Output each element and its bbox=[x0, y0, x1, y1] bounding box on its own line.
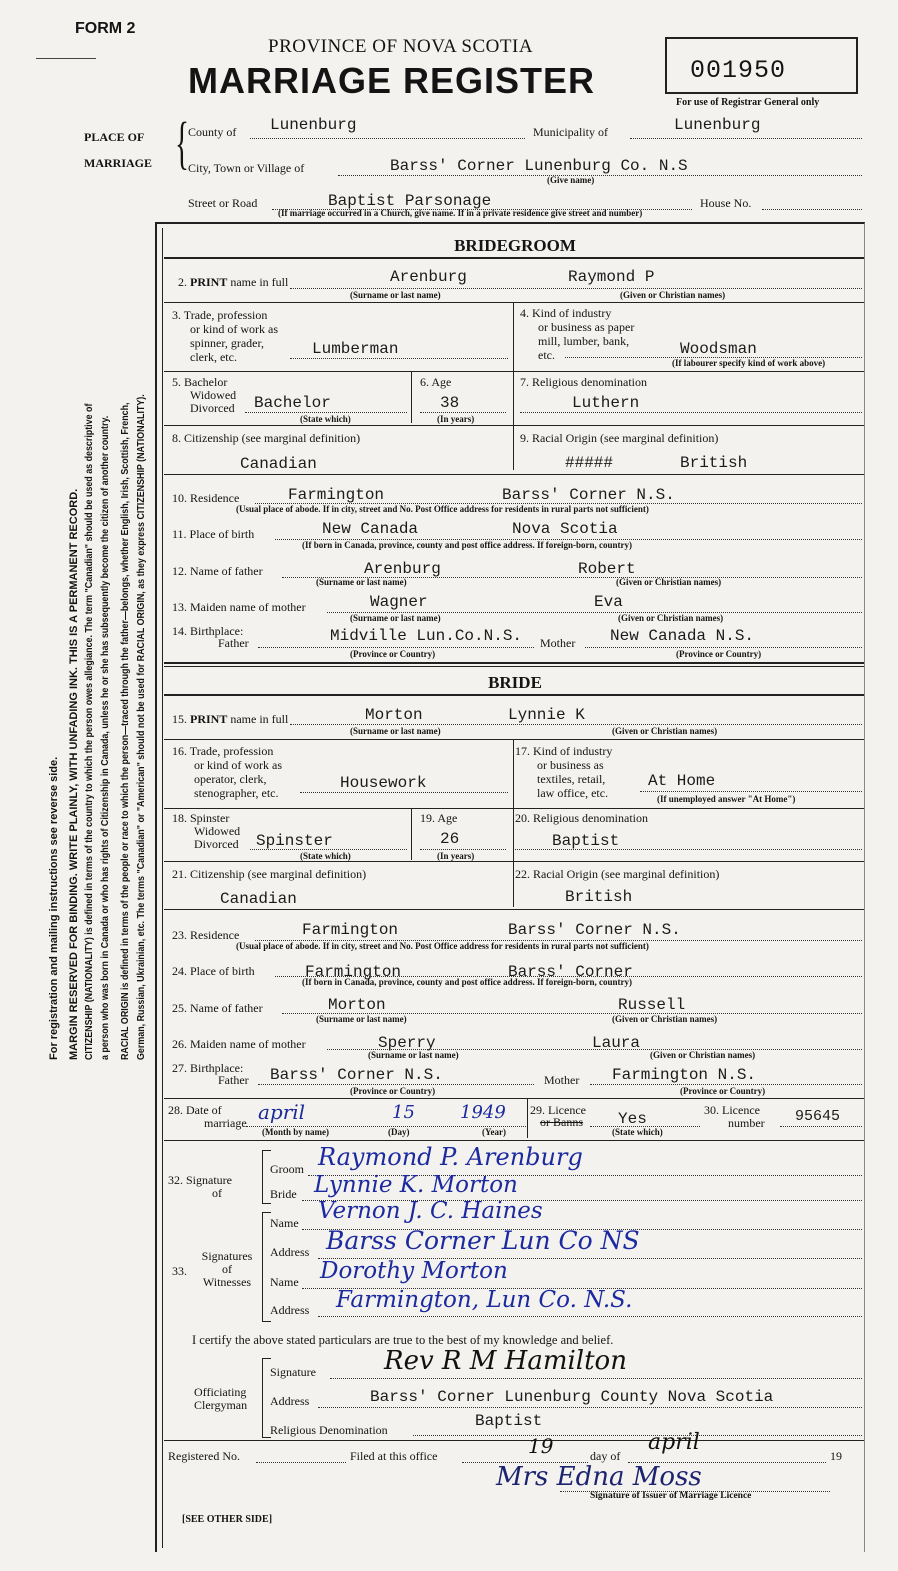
groom-birth-caption: (If born in Canada, province, county and post office address. If foreign-born, country) bbox=[302, 540, 633, 550]
q3-label: 3. Trade, profession or kind of work as spinner, grader, clerk, etc. bbox=[172, 308, 278, 364]
q32-label: 32. Signature of bbox=[168, 1173, 232, 1200]
groom-father-birthplace: Midville Lun.Co.N.S. bbox=[330, 627, 523, 645]
bride-surname: Morton bbox=[365, 706, 423, 724]
clergy-signature-label: Signature bbox=[270, 1365, 316, 1379]
q4-label: 4. Kind of industry or business as paper mill, lumber, bank, etc. bbox=[520, 306, 635, 362]
q8-label: 8. Citizenship (see marginal definition) bbox=[172, 431, 361, 445]
sidebar-instructions bbox=[48, 260, 168, 1060]
groom-mother-surname: Wagner bbox=[370, 593, 428, 611]
witness1-address: Barss Corner Lun Co NS bbox=[326, 1226, 640, 1255]
q33-number: 33. bbox=[172, 1264, 187, 1278]
bride-residence-2: Barss' Corner N.S. bbox=[508, 921, 681, 939]
county-value: Lunenburg bbox=[270, 116, 357, 134]
bride-signature: Lynnie K. Morton bbox=[314, 1172, 518, 1198]
clergy-address: Barss' Corner Lunenburg County Nova Scotia bbox=[370, 1388, 774, 1406]
filed-month: april bbox=[648, 1430, 700, 1455]
groom-birth-1: New Canada bbox=[322, 520, 419, 538]
bride-signature-label: Bride bbox=[270, 1187, 297, 1201]
groom-mother-given-caption: (Given or Christian names) bbox=[618, 613, 724, 623]
groom-residence-1: Farmington bbox=[288, 486, 385, 504]
q15-label: 15. PRINT name in full bbox=[172, 712, 289, 726]
year-prefix: 19 bbox=[830, 1449, 842, 1463]
marriage-day: 15 bbox=[392, 1102, 415, 1123]
bride-birth-caption: (If born in Canada, province, county and post office address. If foreign-born, country) bbox=[302, 977, 633, 987]
bride-age: 26 bbox=[440, 830, 460, 848]
q20-label: 20. Religious denomination bbox=[515, 811, 648, 825]
clergyman-label: Officiating Clergyman bbox=[194, 1385, 248, 1412]
groom-racial: British bbox=[680, 454, 748, 472]
bride-status: Spinster bbox=[256, 832, 333, 850]
bride-residence-caption: (Usual place of abode. If in city, street and No. Post Office address for residents in rural parts not sufficient) bbox=[236, 941, 649, 951]
issuer-signature: Mrs Edna Moss bbox=[496, 1462, 702, 1492]
sidebar-line-3: CITIZENSHIP (NATIONALITY) is defined in terms of the country to which the person owes allegiance. The term "Canadian" should be used as descriptive of bbox=[84, 403, 95, 1060]
city-label: City, Town or Village of bbox=[188, 161, 305, 175]
licence-caption: (State which) bbox=[612, 1127, 663, 1137]
q14-father-label: Father bbox=[218, 636, 249, 650]
witness2-address: Farmington, Lun Co. N.S. bbox=[336, 1287, 633, 1313]
county-label: County of bbox=[188, 125, 237, 139]
groom-mother-given: Eva bbox=[594, 593, 623, 611]
groom-father-surname: Arenburg bbox=[364, 560, 441, 578]
witness2-address-label: Address bbox=[270, 1303, 310, 1317]
groom-given-caption: (Given or Christian names) bbox=[620, 290, 726, 300]
bride-residence-1: Farmington bbox=[302, 921, 399, 939]
q9-label: 9. Racial Origin (see marginal definition) bbox=[520, 431, 719, 445]
street-value: Baptist Parsonage bbox=[328, 192, 492, 210]
city-caption: (Give name) bbox=[547, 175, 595, 185]
witness1-address-label: Address bbox=[270, 1245, 310, 1259]
q6-label: 6. Age bbox=[420, 375, 452, 389]
q11-label: 11. Place of birth bbox=[172, 527, 255, 541]
groom-religion: Luthern bbox=[572, 394, 640, 412]
street-caption: (If marriage occurred in a Church, give name. If in a private residence give street and number) bbox=[278, 208, 643, 218]
province-heading: PROVINCE OF NOVA SCOTIA bbox=[268, 36, 534, 57]
house-number-label: House No. bbox=[700, 196, 752, 210]
bride-mother-given-caption: (Given or Christian names) bbox=[650, 1050, 756, 1060]
bride-given: Lynnie K bbox=[508, 706, 585, 724]
groom-mother-birthplace: New Canada N.S. bbox=[610, 627, 755, 645]
groom-racial-struck: ##### bbox=[565, 454, 614, 472]
groom-residence-caption: (Usual place of abode. If in city, street and No. Post Office address for residents in rural parts not sufficient) bbox=[236, 504, 649, 514]
q5-label: 5. Bachelor Widowed Divorced bbox=[172, 375, 237, 415]
groom-status: Bachelor bbox=[254, 394, 331, 412]
bride-mother-surname-caption: (Surname or last name) bbox=[368, 1050, 459, 1060]
municipality-label: Municipality of bbox=[533, 125, 608, 139]
q14-mother-label: Mother bbox=[540, 636, 576, 650]
groom-age-caption: (In years) bbox=[437, 414, 475, 424]
q26-label: 26. Maiden name of mother bbox=[172, 1037, 306, 1051]
page-title: MARRIAGE REGISTER bbox=[188, 60, 596, 101]
clergy-signature: Rev R M Hamilton bbox=[384, 1346, 627, 1376]
bride-mother-surname: Sperry bbox=[378, 1034, 436, 1052]
bride-father-given-caption: (Given or Christian names) bbox=[612, 1014, 718, 1024]
groom-father-given-caption: (Given or Christian names) bbox=[616, 577, 722, 587]
q22-label: 22. Racial Origin (see marginal definition) bbox=[515, 867, 720, 881]
witness1-name: Vernon J. C. Haines bbox=[318, 1198, 543, 1224]
q2-label: 2. PRINT name in full bbox=[178, 275, 289, 289]
marriage-month: april bbox=[258, 1100, 306, 1124]
groom-surname: Arenburg bbox=[390, 268, 467, 286]
bride-birth-2: Barss' Corner bbox=[508, 963, 633, 981]
groom-signature-label: Groom bbox=[270, 1162, 304, 1176]
bride-citizenship: Canadian bbox=[220, 890, 297, 908]
q33-label: Signatures of Witnesses bbox=[201, 1249, 253, 1289]
q27-father-label: Father bbox=[218, 1073, 249, 1087]
q16-label: 16. Trade, profession or kind of work as operator, clerk, stenographer, etc. bbox=[172, 744, 282, 800]
q23-label: 23. Residence bbox=[172, 928, 240, 942]
day-of-label: day of bbox=[590, 1449, 621, 1463]
bride-racial: British bbox=[565, 888, 633, 906]
groom-trade: Lumberman bbox=[312, 340, 399, 358]
witness2-name: Dorothy Morton bbox=[320, 1258, 508, 1284]
groom-age: 38 bbox=[440, 394, 460, 412]
q27-label: 27. Birthplace: bbox=[172, 1061, 244, 1075]
bride-industry-caption: (If unemployed answer "At Home") bbox=[657, 794, 796, 804]
groom-given: Raymond P bbox=[568, 268, 655, 286]
q17-label: 17. Kind of industry or business as textiles, retail, law office, etc. bbox=[515, 744, 613, 800]
street-label: Street or Road bbox=[188, 196, 258, 210]
sidebar-line-1: For registration and mailing instructions see reverse side. bbox=[48, 756, 60, 1060]
year-caption: (Year) bbox=[482, 1127, 506, 1137]
bride-age-caption: (In years) bbox=[437, 851, 475, 861]
bride-birth-1: Farmington bbox=[305, 963, 402, 981]
q10-label: 10. Residence bbox=[172, 491, 240, 505]
bride-industry: At Home bbox=[648, 772, 716, 790]
bride-given-caption: (Given or Christian names) bbox=[612, 726, 718, 736]
bride-status-caption: (State which) bbox=[300, 851, 351, 861]
groom-industry-caption: (If labourer specify kind of work above) bbox=[672, 358, 826, 368]
q30-label: 30. Licence number bbox=[704, 1103, 765, 1130]
witness1-name-label: Name bbox=[270, 1216, 299, 1230]
q12-label: 12. Name of father bbox=[172, 564, 263, 578]
registrar-note: For use of Registrar General only bbox=[676, 97, 820, 108]
bride-father-surname-caption: (Surname or last name) bbox=[316, 1014, 407, 1024]
bride-father-surname: Morton bbox=[328, 996, 386, 1014]
bride-trade: Housework bbox=[340, 774, 427, 792]
q27-mother-label: Mother bbox=[544, 1073, 580, 1087]
binding-mark-icon bbox=[36, 58, 96, 59]
bride-mother-given: Laura bbox=[592, 1034, 641, 1052]
licence-number: 95645 bbox=[795, 1108, 841, 1125]
licence-banns-struck: or Banns bbox=[540, 1115, 583, 1129]
bride-surname-caption: (Surname or last name) bbox=[350, 726, 441, 736]
groom-signature: Raymond P. Arenburg bbox=[318, 1143, 583, 1171]
place-label bbox=[84, 124, 152, 176]
certification-text: I certify the above stated particulars are true to the best of my knowledge and belief. bbox=[192, 1333, 614, 1347]
form-label: FORM 2 bbox=[75, 20, 136, 37]
q7-label: 7. Religious denomination bbox=[520, 375, 647, 389]
bride-father-given: Russell bbox=[618, 996, 686, 1014]
place-brace: { bbox=[174, 110, 189, 175]
groom-birth-2: Nova Scotia bbox=[512, 520, 618, 538]
bride-father-birthplace: Barss' Corner N.S. bbox=[270, 1066, 443, 1084]
bride-mother-birthplace: Farmington N.S. bbox=[612, 1066, 757, 1084]
see-other-side: [SEE OTHER SIDE] bbox=[182, 1514, 273, 1525]
clergy-denomination: Baptist bbox=[475, 1412, 543, 1430]
groom-industry: Woodsman bbox=[680, 340, 757, 358]
q25-label: 25. Name of father bbox=[172, 1001, 263, 1015]
licence-value: Yes bbox=[618, 1110, 647, 1128]
bride-father-province-caption: (Province or Country) bbox=[350, 1086, 436, 1096]
bride-mother-province-caption: (Province or Country) bbox=[680, 1086, 766, 1096]
month-caption: (Month by name) bbox=[262, 1127, 329, 1137]
groom-residence-2: Barss' Corner N.S. bbox=[502, 486, 675, 504]
q24-label: 24. Place of birth bbox=[172, 964, 255, 978]
witness2-name-label: Name bbox=[270, 1275, 299, 1289]
sidebar-line-6: German, Russian, Ukrainian, etc. The terms "Canadian" or "American" should not be used for RACIAL ORIGIN, as they express CITIZENSHIP (NATIONALITY). bbox=[136, 394, 147, 1060]
sidebar-line-5: RACIAL ORIGIN is defined in terms of the people or race to which the person—traced through the father—belongs, whether English, Irish, Scottish, French, bbox=[120, 402, 131, 1060]
clergy-address-label: Address bbox=[270, 1394, 310, 1408]
q19-label: 19. Age bbox=[420, 811, 458, 825]
groom-citizenship: Canadian bbox=[240, 455, 317, 473]
groom-status-caption: (State which) bbox=[300, 414, 351, 424]
filed-day: 19 bbox=[528, 1434, 554, 1458]
q18-label: 18. Spinster Widowed Divorced bbox=[172, 811, 241, 851]
sidebar-line-2: MARGIN RESERVED FOR BINDING. WRITE PLAINLY, WITH UNFADING INK. THIS IS A PERMANENT RECORD. bbox=[68, 488, 80, 1060]
bride-heading: BRIDE bbox=[488, 673, 542, 692]
groom-mother-surname-caption: (Surname or last name) bbox=[350, 613, 441, 623]
place-label-line1: PLACE OF bbox=[84, 130, 145, 144]
q14-label: 14. Birthplace: bbox=[172, 624, 244, 638]
filed-label: Filed at this office bbox=[350, 1449, 438, 1463]
register-number: 001950 bbox=[690, 56, 787, 85]
issuer-caption: Signature of Issuer of Marriage Licence bbox=[590, 1491, 752, 1501]
groom-father-given: Robert bbox=[578, 560, 636, 578]
bride-religion: Baptist bbox=[552, 832, 620, 850]
municipality-value: Lunenburg bbox=[674, 116, 761, 134]
religious-denomination-label: Religious Denomination bbox=[270, 1423, 388, 1437]
groom-father-surname-caption: (Surname or last name) bbox=[316, 577, 407, 587]
q28-label: 28. Date of marriage bbox=[168, 1103, 247, 1130]
groom-father-province-caption: (Province or Country) bbox=[350, 649, 436, 659]
city-value: Barss' Corner Lunenburg Co. N.S bbox=[390, 157, 688, 175]
place-label-line2: MARRIAGE bbox=[84, 156, 152, 170]
sidebar-line-4: a person who was born in Canada or who has rights of Citizenship in Canada, unless he or she has subsequently become the citizen of another country. bbox=[100, 415, 111, 1060]
q29-label: 29. Licence bbox=[530, 1103, 586, 1117]
bridegroom-heading: BRIDEGROOM bbox=[454, 236, 576, 255]
groom-mother-province-caption: (Province or Country) bbox=[676, 649, 762, 659]
q21-label: 21. Citizenship (see marginal definition) bbox=[172, 867, 367, 881]
marriage-year: 1949 bbox=[460, 1102, 506, 1123]
day-caption: (Day) bbox=[388, 1127, 410, 1137]
q13-label: 13. Maiden name of mother bbox=[172, 600, 306, 614]
groom-surname-caption: (Surname or last name) bbox=[350, 290, 441, 300]
registered-no-label: Registered No. bbox=[168, 1449, 240, 1463]
